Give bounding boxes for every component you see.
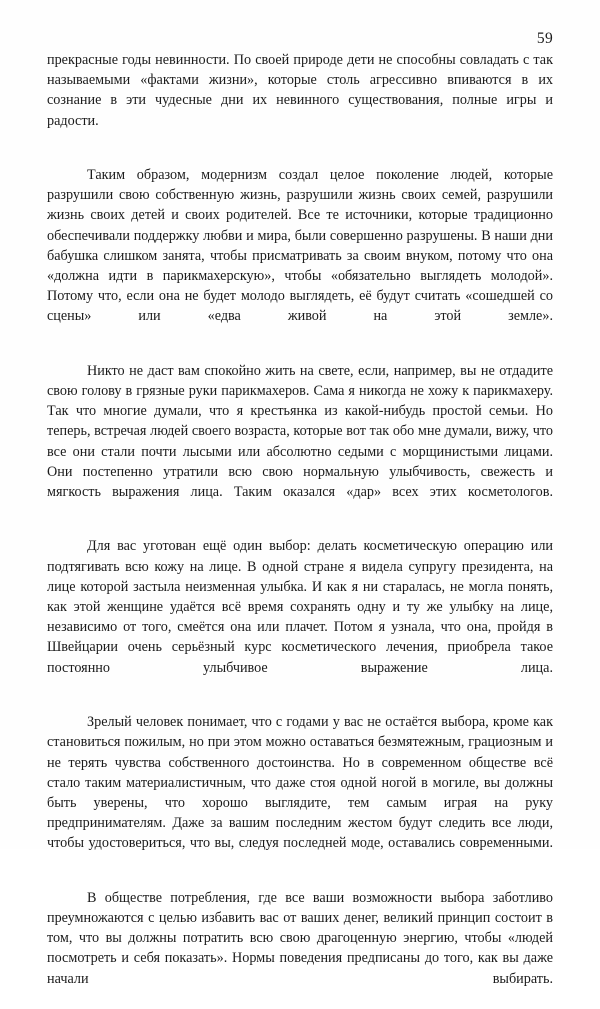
page-number: 59: [536, 30, 553, 47]
paragraph: прекрасные годы невинности. По своей природе дети не способны совладать с так называемыми «фактами жизни», которые столь агрессивно впиваются в их сознание в эти чудесные дни их невинного существования, полные игры и радости.: [47, 52, 553, 129]
paragraph: Для вас уготован ещё один выбор: делать косметическую операцию или подтягивать всю кожу на лице. В одной стране я видела супругу президента, на лице которой застыла неизменная улыбка. И как я ни старалась, не могла понять, как этой женщине удаётся всё время сохранять одну и ту же улыбку на лице, независимо от того, смеётся она или плачет. Потом я узнала, что она, пройдя в Швейцарии очень серьёзный курс косметического лечения, приобрела такое постоянно улыбчивое выражение лица.: [47, 538, 553, 676]
paragraph: Зрелый человек понимает, что с годами у вас не остаётся выбора, кроме как становиться пожилым, но при этом можно оставаться безмятежным, грациозным и не терять чувства собственного достоинства. Но в современном обществе всё стало таким материалистичным, что даже стоя одной ногой в могиле, вы должны быть уверены, что хорошо выглядите, тем самым играя на руку предпринимателям. Даже за вашим последним жестом будут следить все люди, чтобы удостовериться, что вы, следуя последней моде, оставались современными.: [47, 714, 553, 852]
body-text-block: [47, 50, 553, 1009]
paragraph: Никто не даст вам спокойно жить на свете, если, например, вы не отдадите свою голову в грязные руки парикмахеров. Сама я никогда не хожу к парикмахеру. Так что многие думали, что я крестьянка из какой-нибудь простой семьи. Но теперь, встречая людей своего возраста, которые вот так обо мне думали, вижу, что все они стали почти лысыми или абсолютно седыми с морщинистыми лицами. Они постепенно утратили всю свою нормальную улыбчивость, свежесть и мягкость выражения лица. Таким оказался «дар» всех этих косметологов.: [47, 362, 553, 501]
paragraph: Таким образом, модернизм создал целое поколение людей, которые разрушили свою собственную жизнь, разрушили жизнь своих семей, разрушили жизнь своих детей и своих родителей. Все те источники, которые традиционно обеспечивали поддержку любви и мира, были совершенно разрушены. В наши дни бабушка слишком занята, чтобы присматривать за своим внуком, потому что она «должна идти в парикмахерскую», чтобы «обязательно выглядеть молодой». Потому что, если она не будет молодо выглядеть, её будут считать «сошедшей со сцены» или «едва живой на этой земле».: [47, 167, 553, 325]
paragraph: В обществе потребления, где все ваши возможности выбора заботливо преумножаются с целью избавить вас от ваших денег, великий принцип состоит в том, что вы должны потратить всю свою драгоценную энергию, чтобы «людей посмотреть и себя показать». Нормы поведения предписаны до того, как вы даже начали выбирать.: [47, 889, 553, 987]
